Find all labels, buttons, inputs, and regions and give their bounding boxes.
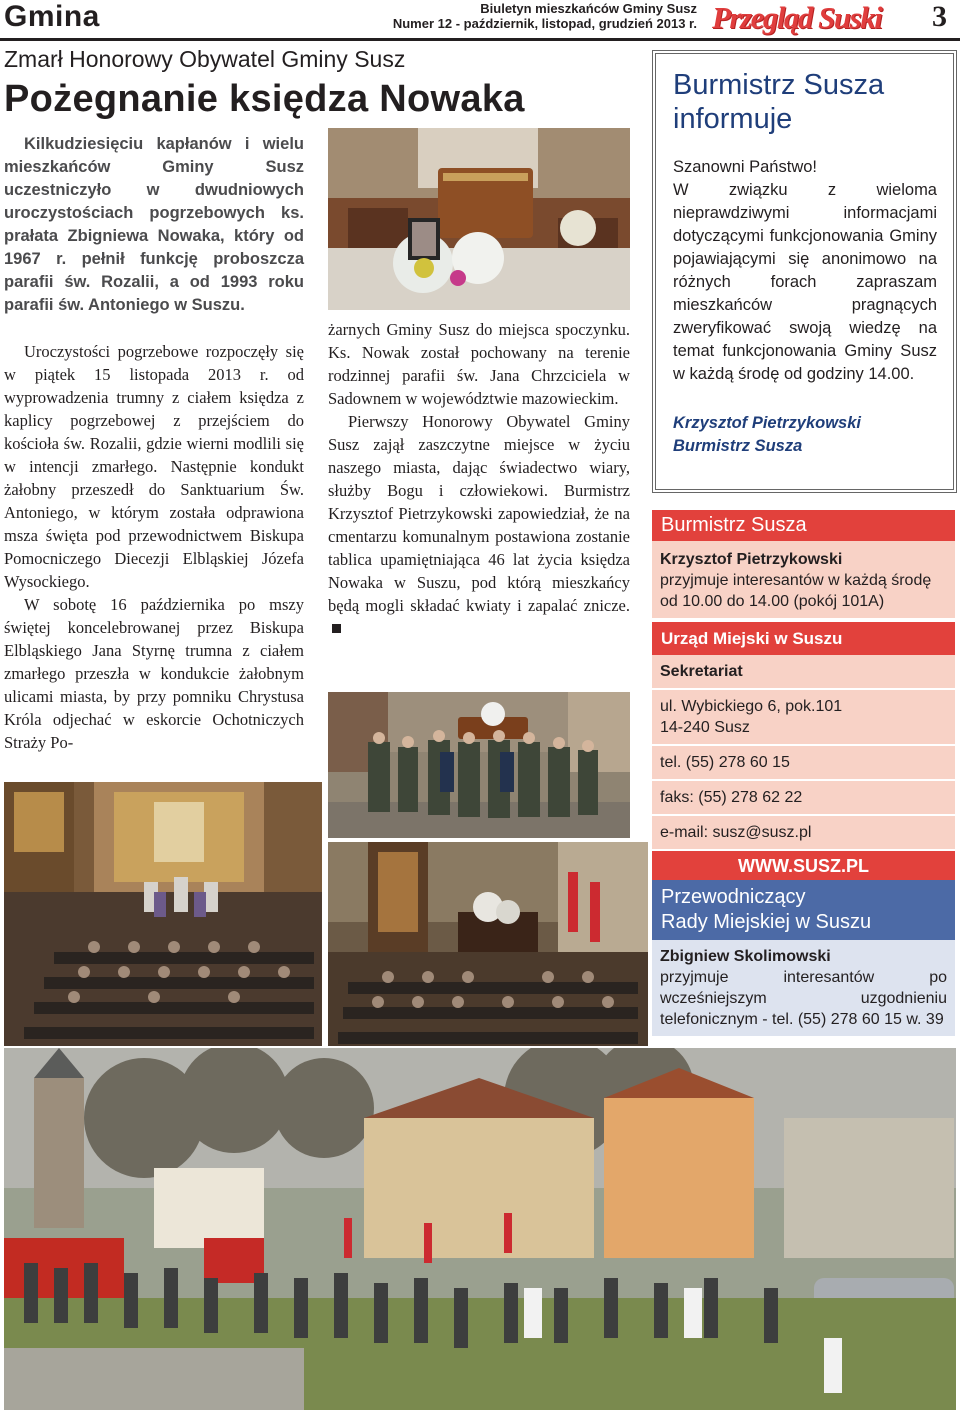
email[interactable]: e-mail: susz@susz.pl [652,816,955,851]
paragraph-text: Pierwszy Honorowy Obywatel Gminy Susz zajął zaszczytne miejsce w życiu naszego miasta, dając świadectwo wiary, służby Bogu i człowiekowi. Burmistrz Krzysztof Pietrzykowski zapowiedział, że na cmentarzu komunalnym postawiona zostanie tablica upamiętniająca 46 lat życia księdza Nowaka w Suszu, pod którą mieszkańcy będą mogli składać kwiaty i zapalać znicze. [328,412,630,615]
office-header: Urząd Miejski w Suszu [652,622,955,655]
bulletin-info [372,1,697,31]
phone: tel. (55) 278 60 15 [652,746,955,781]
info-greeting: Szanowni Państwo! [673,158,817,176]
mayor-hours: przyjmuje interesantów w każdą środę od 10.00 do 14.00 (pokój 101A) [660,572,932,610]
signature-name: Krzysztof Pietrzykowski [673,414,861,432]
fax: faks: (55) 278 62 22 [652,781,955,816]
article-column-1 [4,340,304,754]
mayor-name: Krzysztof Pietrzykowski [660,551,843,568]
photo-church-interior-coffin [328,842,648,1046]
info-title-line: Burmistrz Susza [673,69,885,101]
paragraph-last [328,410,630,640]
bulletin-title: Biuletyn mieszkańców Gminy Susz [480,1,697,16]
mayor-contact-header: Burmistrz Susza [652,510,955,541]
website-link[interactable]: WWW.SUSZ.PL [652,851,955,882]
article-kicker: Zmarł Honorowy Obywatel Gminy Susz [4,46,406,72]
page-number: 3 [932,0,947,33]
info-box-title [673,68,937,136]
council-header-line: Przewodniczący [661,886,806,908]
info-box-body [673,156,937,386]
secretariat-label: Sekretariat [652,655,955,690]
article-column-2 [328,318,630,640]
header-rule [0,38,960,41]
address-line: ul. Wybickiego 6, pok.101 [660,698,843,715]
lead-text: Kilkudziesięciu kapłanów i wielu mieszkańców Gminy Susz uczestniczyło w dwudniowych uroczystościach pogrzebowych ks. prałata Zbigniewa Nowaka, który od 1967 r. pełnił funkcję proboszcza parafii św. Rozalii, a od 1993 roku parafii św. Antoniego w Suszu. [4,135,304,314]
paragraph: żarnych Gminy Susz do miejsca spoczynku. Ks. Nowak został pochowany na terenie rodzinnej parafii św. Jana Chrzciciela w Sadownem w województwie mazowieckim. [328,320,630,408]
mayor-info-box-inner [655,53,954,490]
photo-church-interior-mass [4,782,322,1046]
article-lead [4,133,304,317]
photo-town-square-crowd [4,1048,956,1410]
office-contact [652,622,955,882]
info-text: W związku z wieloma nieprawdziwymi informacjami dotyczącymi funkcjonowania Gminy pojawiającymi się anonimowo na różnych forach zapraszam mieszkańców pragnących zweryfikować swoją wiedzę na temat funkcjonowania Gminy Susz w każdą środę od godziny 14.00. [673,181,937,383]
mayor-contact [652,510,955,620]
signature-role: Burmistrz Susza [673,437,803,455]
end-mark-icon [332,624,341,633]
section-name: Gmina [4,0,100,33]
council-details [652,940,955,1036]
paragraph: Uroczystości pogrzebowe rozpoczęły się w piątek 15 listopada 2013 r. od wyprowadzenia trumny z ciałem księdza z kaplicy pogrzebowej z przejściem do kościoła św. Rozalii, gdzie wierni modlili się w intencji zmarłego. Następnie kondukt żałobny przeszedł do Sanktuarium Św. Antoniego, w którym została odprawiona msza święta pod przewodnictwem Biskupa Pomocniczego Diecezji Elbląskiej Józefa Wysockiego. [4,342,304,591]
mayor-info-box [652,50,957,493]
council-hours: przyjmuje interesantów po wcześniejszym uzgodnieniu telefonicznym - tel. (55) 278 60 15 w. 39 [660,969,947,1028]
address [652,690,955,746]
council-header [652,880,955,940]
council-name: Zbigniew Skolimowski [660,948,831,965]
mayor-contact-details [652,541,955,620]
council-contact [652,880,955,1036]
council-header-line: Rady Miejskiej w Suszu [661,911,872,933]
paragraph: W sobotę 16 października po mszy świętej koncelebrowanej przez Biskupa Elbląskiego Jana Styrnę trumna z ciałem zmarłego przeszła w kondukcie żałobnym ulicami miasta, by przy pomniku Chrystusa Króla odjechać w eskorcie Ochotniczych Straży Po- [4,595,304,752]
info-title-line: informuje [673,103,793,135]
info-signature [673,412,937,458]
address-line: 14-240 Susz [660,719,750,736]
photo-funeral-procession [328,692,630,838]
article-headline: Pożegnanie księdza Nowaka [4,78,525,120]
bulletin-issue: Numer 12 - październik, listopad, grudzień 2013 r. [392,16,697,31]
newspaper-logo: Przegląd Suski [712,0,882,35]
photo-coffin-in-church [328,128,630,310]
